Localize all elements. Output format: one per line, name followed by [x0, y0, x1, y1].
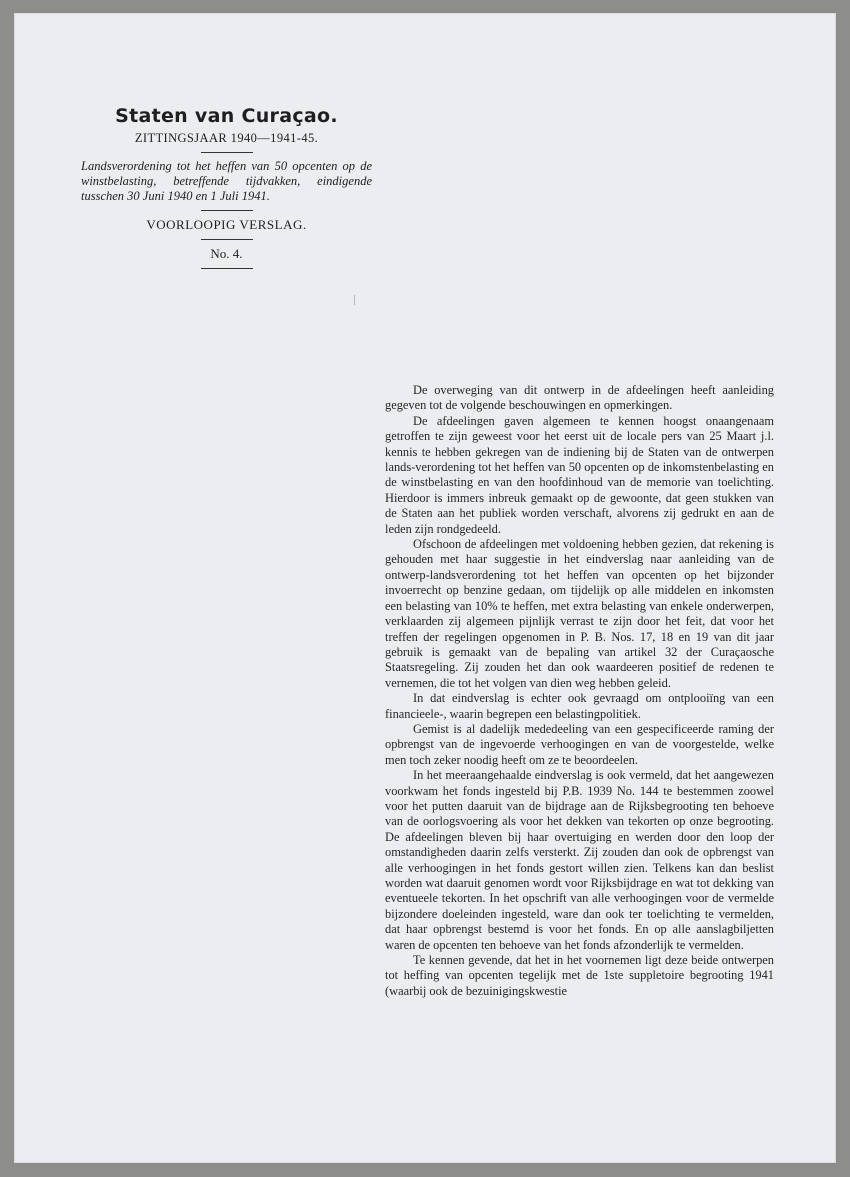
divider: [201, 152, 253, 153]
paragraph: De overweging van dit ontwerp in de afdeelingen heeft aanleiding gegeven tot de volgende beschouwingen en opmerkingen.: [385, 383, 774, 413]
ordinance-subject: Landsverordening tot het heffen van 50 opcenten op de winstbelasting, betreffende tijdvakken, eindigende tusschen 30 Juni 1940 en 1 Juli 1941.: [81, 159, 372, 203]
paragraph: In het meeraangehaalde eindverslag is ook vermeld, dat het aangewezen voorkwam het fonds ingesteld bij P.B. 1939 No. 144 te bestemmen zoowel voor het putten daaruit van de bijdrage aan de Rijksbegrooting ten behoeve van de oorlogsvoering als voor het dekken van tekorten op onze begrooting. De afdeelingen bleven bij haar overtuiging en werden door den loop der omstandigheden daarin zelfs versterkt. Zij zouden dan ook de opbrengst van alle verhoogingen in het fonds gestort willen zien. Telkens kan dan beslist worden wat daaruit genomen wordt voor Rijksbijdrage en wat tot dekking van eventueele tekorten. In het opschrift van alle verhoogingen voor de vermelde bijzondere doeleinden ingesteld, ware dan ook ter toelichting te vermelden, dat haar opbrengst bestemd is voor het fonds. En op alle aanslagbiljetten waren de opcenten ten behoeve van het fonds afzonderlijk te vermelden.: [385, 768, 774, 952]
divider: [201, 268, 253, 269]
report-body: [385, 383, 774, 999]
divider: [201, 239, 253, 240]
report-type: VOORLOOPIG VERSLAG.: [146, 217, 307, 232]
paragraph: Ofschoon de afdeelingen met voldoening hebben gezien, dat rekening is gehouden met haar suggestie in het eindverslag naar aanleiding van de ontwerp-landsverordening tot het heffen van opcenten op het bijzonder invoerrecht op benzine gedaan, om tijdelijk op alle middelen en inkomsten een belasting van 10% te heffen, met extra belasting van enkele onderwerpen, verklaarden zij algemeen pijnlijk verrast te zijn door het feit, dat voor het treffen der regelingen opgenomen in P. B. Nos. 17, 18 en 19 van dit jaar gebruik is gemaakt van de bepaling van artikel 32 der Curaçaosche Staatsregeling. Zij zouden het dan ook waardeeren positief de redenen te vernemen, die tot het volgen van dien weg hebben geleid.: [385, 537, 774, 690]
paragraph: De afdeelingen gaven algemeen te kennen hoogst onaangenaam getroffen te zijn geweest voor het eerst uit de locale pers van 25 Maart j.l. kennis te hebben gekregen van de indiening bij de Staten van de ontwerpen lands-verordening tot het heffen van 50 opcenten op de inkomstenbelasting en de winstbelasting en van den hoofdinhoud van de memorie van toelichting. Hierdoor is immers inbreuk gemaakt op de gewoonte, dat geen stukken van de Staten aan het publiek worden verschaft, alvorens zij gedrukt en aan de leden zijn rondgedeeld.: [385, 413, 774, 536]
paragraph: Te kennen gevende, dat het in het voornemen ligt deze beide ontwerpen tot heffing van opcenten tegelijk met de 1ste suppletoire begrooting 1941 (waarbij ook de bezuinigingskwestie: [385, 953, 774, 998]
document-title: Staten van Curaçao.: [115, 105, 338, 127]
paragraph: Gemist is al dadelijk mededeeling van een gespecificeerde raming der opbrengst van de ingevoerde verhoogingen en van de voorgestelde, welke men toch zeker noodig heeft om ze te beoordeelen.: [385, 721, 774, 767]
session-year: ZITTINGSJAAR 1940—1941-45.: [134, 131, 319, 145]
document-header: [79, 105, 374, 275]
paragraph: In dat eindverslag is echter ook gevraagd om ontplooiïng van een financieele-, waarin begrepen een belastingpolitiek.: [385, 691, 774, 721]
document-page: [14, 13, 836, 1163]
document-number: No. 4.: [210, 246, 243, 261]
divider: [201, 210, 253, 211]
fold-mark: [354, 295, 355, 305]
